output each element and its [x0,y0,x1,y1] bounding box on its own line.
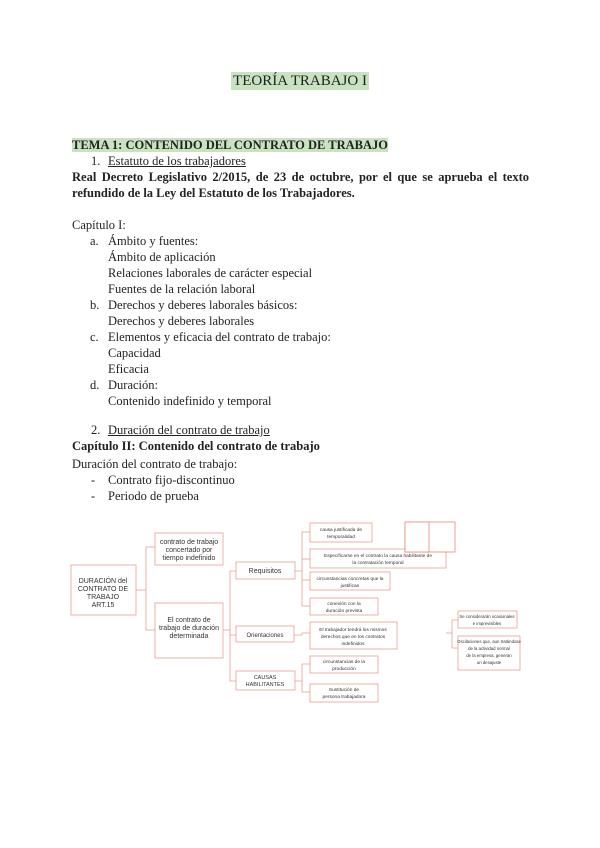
causa1-line-2: producción [332,667,356,672]
det-line-1: El contrato de [167,617,211,624]
ori-r2-line-3: de la empresa, generan [466,653,512,658]
causas-line-1: CAUSAS [253,675,277,681]
cap2-item-1: Contrato fijo-discontinuo [108,473,235,487]
ori-r1-line-2: e imprevisibles [472,621,502,626]
cap1-a-letter: a. [90,234,99,248]
root-line-1: DURACIÓN del [78,578,128,585]
requisitos-label: Requisitos [248,568,282,575]
ori1-line-1: El trabajador tendrá los mismos [319,628,387,633]
det-line-2: trabajo de duración [159,625,219,632]
ori1-line-2: derechos que en los contratos [320,635,386,640]
req2-line-2: la contratación temporal [352,561,404,566]
ori-r2-line-1: Oscilaciones que, aun tratándose [457,639,521,644]
cap1-c-sub1: Capacidad [108,346,161,360]
req1-line-2: temporalidad [327,535,355,540]
item2-label: Duración del contrato de trabajo [108,423,270,437]
cap2-item-2: Periodo de prueba [108,489,199,503]
item2-number: 2. [91,423,101,437]
cap1-c-letter: c. [90,330,99,344]
cap1-a-sub3: Fuentes de la relación laboral [108,282,256,296]
cap1-d-letter: d. [90,378,100,392]
req1-line-1: causa justificada de [319,528,363,533]
req3-line-1: circunstancias concretas que la [316,577,384,582]
ori-r2-line-2: de la actividad normal [468,646,510,651]
cap1-d-text: Duración: [108,378,158,392]
causa2-line-2: persona trabajadora [322,695,366,700]
req4-line-1: conexión con la [327,602,361,607]
cap1-b-letter: b. [90,298,100,312]
ori1-line-3: indefinidos [341,642,365,647]
rd-line-2: refundido de la Ley del Estatuto de los Trabajadores. [72,186,355,200]
indef-line-1: contrato de trabajo [159,539,219,546]
page-title: TEORÍA TRABAJO I [233,73,367,89]
cap2-intro: Duración del contrato de trabajo: [72,457,238,471]
cap1-a-sub1: Ámbito de aplicación [108,250,216,264]
det-line-3: determinada [169,633,209,640]
cap1-c-text: Elementos y eficacia del contrato de trabajo: [108,330,331,344]
root-line-2: CONTRATO DE [77,586,129,593]
cap1-label: Capítulo I: [72,218,126,232]
indef-line-2: concertado por [165,547,213,554]
cap1-a-sub2: Relaciones laborales de carácter especial [108,266,313,280]
cap2-bullet-1: - [91,473,96,487]
node-boxes [71,522,520,702]
ori-r2-line-4: un desajuste [476,660,502,665]
cap1-c-sub2: Eficacia [108,362,149,376]
cap1-b-text: Derechos y deberes laborales básicos: [108,298,298,312]
cap1-d-sub1: Contenido indefinido y temporal [108,394,272,408]
cap1-b-sub1: Derechos y deberes laborales [108,314,255,328]
req4-line-2: duración prevista [325,609,363,614]
root-line-3: TRABAJO [86,594,120,601]
root-line-4: ART.15 [91,602,115,609]
req3-line-2: justifican [340,584,360,589]
item1-label: Estatuto de los trabajadores [108,154,246,168]
indef-line-3: tiempo indefinido [162,555,216,562]
causa1-line-1: circunstancias de la [322,660,366,665]
ori-r1-line-1: Se considerarán ocasionales [459,614,515,619]
orientaciones-label: Orientaciones [246,633,284,639]
cap1-a-text: Ámbito y fuentes: [108,234,199,248]
cap2-heading: Capítulo II: Contenido del contrato de trabajo [72,439,320,453]
item1-number: 1. [91,154,101,168]
causas-line-2: HABILITANTES [245,682,285,688]
causa2-line-1: Sustitución de [328,688,360,693]
blank-box-divider [405,522,429,552]
rd-line-1: Real Decreto Legislativo 2/2015, de 23 de octubre, por el que se aprueba el texto [72,170,529,184]
tema-heading: TEMA 1: CONTENIDO DEL CONTRATO DE TRABAJO [72,138,389,152]
req2-line-1: Especificarse en el contrato la causa habilitante de [324,554,432,559]
cap2-bullet-2: - [91,489,96,503]
